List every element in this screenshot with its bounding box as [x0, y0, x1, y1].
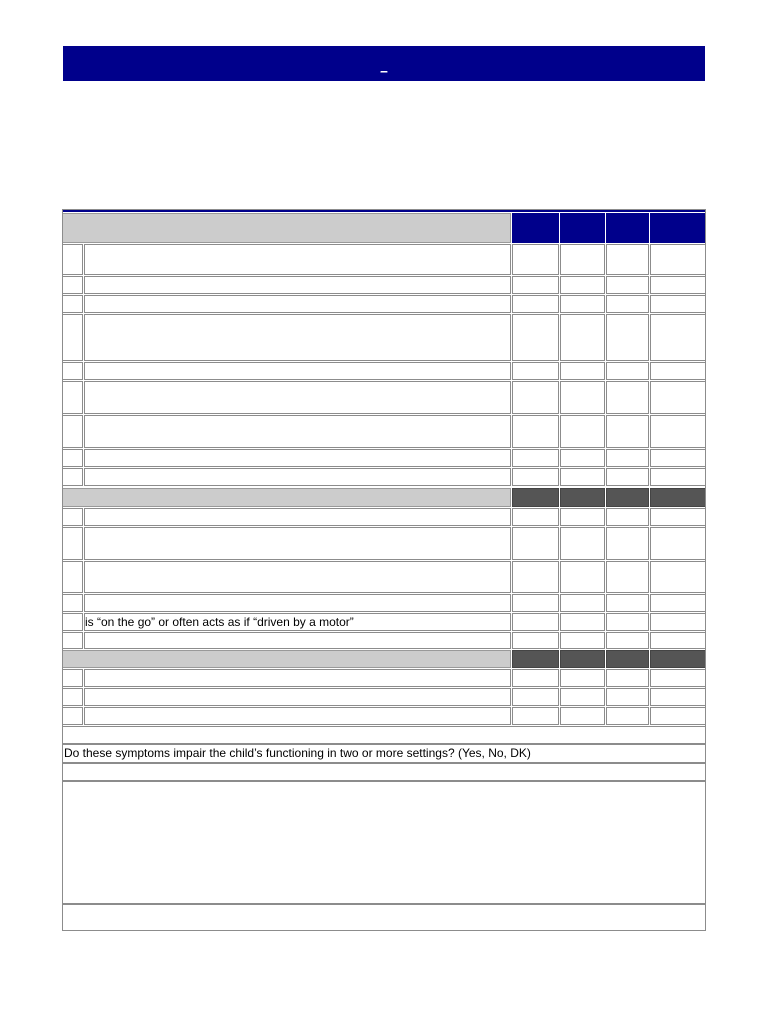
item-number-cell — [62, 449, 83, 467]
item-text-on-the-go: is “on the go” or often acts as if “driven by a motor” — [85, 615, 354, 629]
item-number-cell — [62, 561, 83, 593]
rating-cell[interactable] — [560, 527, 605, 560]
rating-cell[interactable] — [560, 381, 605, 414]
rating-cell[interactable] — [606, 508, 649, 526]
rating-cell[interactable] — [606, 594, 649, 612]
title-banner — [63, 46, 705, 81]
item-number-cell — [62, 362, 83, 380]
rating-cell[interactable] — [650, 613, 706, 631]
rating-cell[interactable] — [650, 362, 706, 380]
item-number-cell — [62, 613, 83, 631]
item-row — [62, 468, 706, 486]
impairment-question-row — [62, 744, 706, 763]
rating-cell[interactable] — [560, 244, 605, 275]
rating-cell[interactable] — [560, 561, 605, 593]
rating-cell[interactable] — [650, 244, 706, 275]
section-rating-header — [560, 488, 605, 507]
rating-cell[interactable] — [560, 688, 605, 706]
rating-cell[interactable] — [650, 468, 706, 486]
rating-cell[interactable] — [606, 381, 649, 414]
rating-cell[interactable] — [606, 362, 649, 380]
rating-cell[interactable] — [560, 632, 605, 649]
impairment-question-text: Do these symptoms impair the child’s functioning in two or more settings? (Yes, No, DK) — [64, 746, 531, 760]
rating-cell[interactable] — [606, 468, 649, 486]
section-header-row — [62, 488, 706, 507]
item-row — [62, 632, 706, 649]
item-row — [62, 449, 706, 467]
final-row — [62, 904, 706, 931]
item-number-cell — [62, 527, 83, 560]
item-text-cell — [84, 527, 511, 560]
item-number-cell — [62, 314, 83, 361]
item-number-cell — [62, 244, 83, 275]
section-rating-header — [650, 488, 706, 507]
rating-cell[interactable] — [650, 508, 706, 526]
item-number-cell — [62, 669, 83, 687]
impairment-question-cell — [62, 744, 706, 763]
item-text-cell — [84, 415, 511, 448]
item-number-cell — [62, 415, 83, 448]
section-rating-header — [606, 488, 649, 507]
rating-cell[interactable] — [606, 276, 649, 294]
item-text-cell — [84, 688, 511, 706]
rating-cell[interactable] — [606, 613, 649, 631]
item-row — [62, 415, 706, 448]
rating-cell[interactable] — [512, 295, 559, 313]
section-header-row — [62, 650, 706, 668]
rating-cell[interactable] — [606, 669, 649, 687]
banner-mark: _ — [380, 59, 388, 73]
item-text-cell — [84, 244, 511, 275]
rating-cell[interactable] — [650, 561, 706, 593]
header-row — [62, 213, 706, 243]
rating-cell[interactable] — [560, 669, 605, 687]
item-text-cell — [84, 669, 511, 687]
item-text-cell — [84, 449, 511, 467]
rating-cell[interactable] — [606, 707, 649, 725]
rating-column-header-3 — [606, 213, 649, 243]
item-row — [62, 707, 706, 725]
rating-column-header-1 — [512, 213, 559, 243]
rating-cell[interactable] — [606, 561, 649, 593]
item-text-cell — [84, 314, 511, 361]
rating-cell[interactable] — [560, 415, 605, 448]
comments-box[interactable] — [62, 781, 706, 904]
item-row — [62, 613, 706, 631]
rating-cell[interactable] — [560, 314, 605, 361]
rating-cell[interactable] — [512, 314, 559, 361]
item-row — [62, 295, 706, 313]
item-text-cell — [84, 468, 511, 486]
rating-cell[interactable] — [512, 594, 559, 612]
rating-cell[interactable] — [560, 508, 605, 526]
item-row — [62, 314, 706, 361]
summary-cell — [62, 726, 706, 744]
rating-cell[interactable] — [512, 688, 559, 706]
rating-cell[interactable] — [650, 314, 706, 361]
section-header-hyperactivity — [62, 488, 511, 507]
rating-cell[interactable] — [560, 276, 605, 294]
rating-cell[interactable] — [650, 449, 706, 467]
rating-cell[interactable] — [512, 362, 559, 380]
rating-cell[interactable] — [560, 468, 605, 486]
rating-cell[interactable] — [512, 527, 559, 560]
rating-cell[interactable] — [650, 707, 706, 725]
final-cell — [62, 904, 706, 931]
section-rating-header — [606, 650, 649, 668]
rating-cell[interactable] — [512, 276, 559, 294]
item-row — [62, 508, 706, 526]
section-rating-header — [512, 650, 559, 668]
rating-cell[interactable] — [650, 415, 706, 448]
item-text-cell — [84, 381, 511, 414]
item-text-cell — [84, 613, 511, 631]
answer-cell[interactable] — [62, 763, 706, 781]
rating-cell[interactable] — [606, 244, 649, 275]
rating-cell[interactable] — [606, 314, 649, 361]
item-row — [62, 381, 706, 414]
item-text-cell — [84, 295, 511, 313]
item-text-cell — [84, 508, 511, 526]
section-header-inattention — [62, 213, 511, 243]
rating-cell[interactable] — [606, 688, 649, 706]
rating-cell[interactable] — [512, 415, 559, 448]
rating-cell[interactable] — [512, 561, 559, 593]
item-number-cell — [62, 295, 83, 313]
rating-cell[interactable] — [650, 381, 706, 414]
rating-cell[interactable] — [512, 381, 559, 414]
rating-cell[interactable] — [650, 295, 706, 313]
rating-cell[interactable] — [512, 508, 559, 526]
item-text-cell — [84, 594, 511, 612]
item-number-cell — [62, 688, 83, 706]
item-row — [62, 669, 706, 687]
item-number-cell — [62, 508, 83, 526]
rating-cell[interactable] — [512, 449, 559, 467]
item-row — [62, 527, 706, 560]
section-header-impulsivity — [62, 650, 511, 668]
answer-row — [62, 763, 706, 781]
rating-column-header-2 — [560, 213, 605, 243]
rating-cell[interactable] — [512, 244, 559, 275]
item-number-cell — [62, 707, 83, 725]
item-row — [62, 276, 706, 294]
rating-cell[interactable] — [606, 632, 649, 649]
comments-row — [62, 781, 706, 904]
rating-cell[interactable] — [560, 295, 605, 313]
rating-cell[interactable] — [650, 669, 706, 687]
item-number-cell — [62, 632, 83, 649]
rating-cell[interactable] — [560, 707, 605, 725]
rating-cell[interactable] — [606, 295, 649, 313]
item-text-cell — [84, 632, 511, 649]
item-row — [62, 594, 706, 612]
item-number-cell — [62, 276, 83, 294]
item-number-cell — [62, 381, 83, 414]
rating-cell[interactable] — [606, 449, 649, 467]
rating-cell[interactable] — [560, 594, 605, 612]
rating-cell[interactable] — [650, 276, 706, 294]
item-row — [62, 244, 706, 275]
section-rating-header — [560, 650, 605, 668]
rating-scale-form — [62, 209, 706, 931]
rating-cell[interactable] — [650, 594, 706, 612]
item-text-cell — [84, 561, 511, 593]
rating-cell[interactable] — [650, 632, 706, 649]
rating-cell[interactable] — [650, 527, 706, 560]
rating-cell[interactable] — [512, 632, 559, 649]
rating-cell[interactable] — [512, 669, 559, 687]
section-rating-header — [512, 488, 559, 507]
item-row — [62, 362, 706, 380]
rating-cell[interactable] — [606, 415, 649, 448]
item-number-cell — [62, 594, 83, 612]
rating-cell[interactable] — [560, 362, 605, 380]
section-rating-header — [650, 650, 706, 668]
item-text-cell — [84, 362, 511, 380]
item-text-cell — [84, 276, 511, 294]
item-text-cell — [84, 707, 511, 725]
form-top-rule — [62, 209, 706, 212]
rating-cell[interactable] — [512, 707, 559, 725]
rating-column-header-4 — [650, 213, 706, 243]
item-row — [62, 688, 706, 706]
rating-cell[interactable] — [560, 613, 605, 631]
item-number-cell — [62, 468, 83, 486]
rating-cell[interactable] — [512, 468, 559, 486]
rating-cell[interactable] — [650, 688, 706, 706]
rating-cell[interactable] — [606, 527, 649, 560]
rating-cell[interactable] — [512, 613, 559, 631]
summary-row — [62, 726, 706, 744]
item-row — [62, 561, 706, 593]
rating-cell[interactable] — [560, 449, 605, 467]
